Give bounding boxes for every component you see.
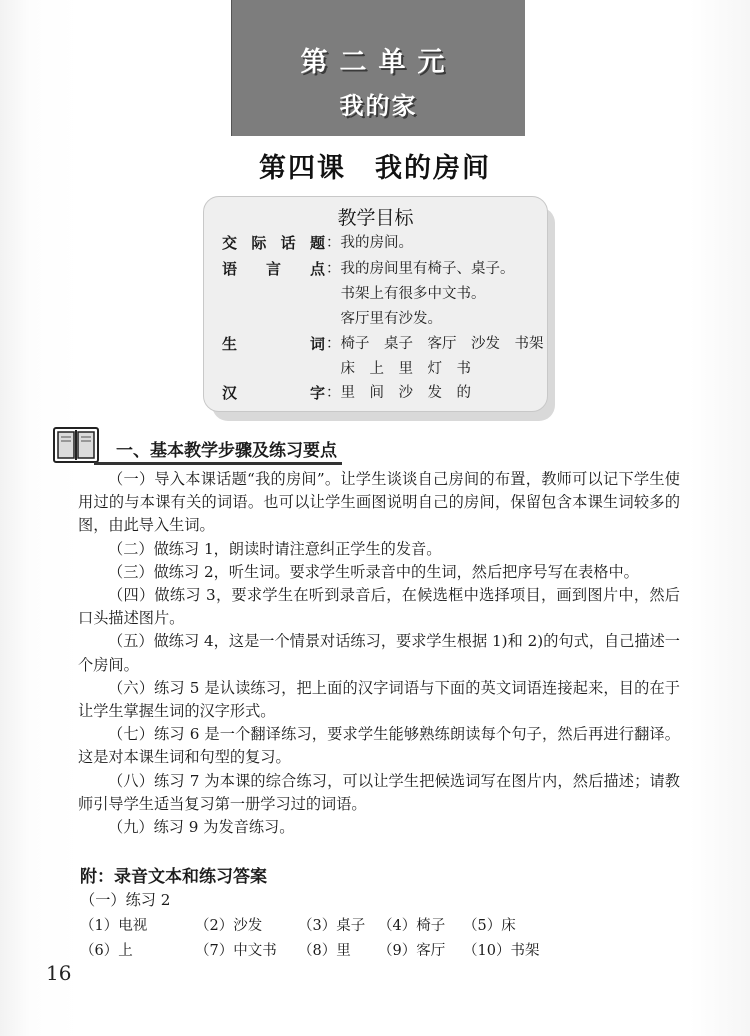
goal-label: 生词 — [222, 335, 326, 353]
section-header — [52, 424, 342, 466]
paragraph: （四）做练习 3，要求学生在听到录音后，在候选框中选择项目，画到图片中，然后口头描述图片。 — [78, 586, 680, 628]
answer-item: （1）电视 — [80, 918, 148, 934]
paragraph: （六）练习 5 是认读练习，把上面的汉字词语与下面的英文词语连接起来，目的在于让学生掌握生词的汉字形式。 — [78, 678, 680, 721]
goal-value: ：我的房间。 — [326, 235, 413, 251]
goal-value: 书架上有很多中文书。 — [340, 286, 486, 302]
paragraph: （二）做练习 1，朗读时请注意纠正学生的发音。 — [108, 539, 442, 558]
exercise-heading: （一）练习 2 — [80, 891, 171, 909]
goal-label: 汉字 — [222, 384, 326, 402]
body-text — [78, 468, 680, 839]
paragraph: （五）做练习 4，这是一个情景对话练习，要求学生根据 1)和 2)的句式，自己描述一个房间。 — [78, 632, 680, 674]
section-title: 一、基本教学步骤及练习要点 — [116, 441, 337, 461]
goals-heading: 教学目标 — [337, 207, 414, 229]
answer-item: （7）中文书 — [195, 943, 277, 959]
goal-value: ：椅子 桌子 客厅 沙发 书架 — [326, 336, 544, 352]
goal-label: 交际话题 — [222, 234, 326, 252]
paragraph: （三）做练习 2，听生词。要求学生听录音中的生词，然后把序号写在表格中。 — [108, 562, 639, 581]
paragraph: （八）练习 7 为本课的综合练习，可以让学生把候选词写在图片内，然后描述；请教师引导学生适当复习第一册学习过的词语。 — [78, 771, 680, 813]
page-number: 16 — [46, 961, 72, 985]
book-icon — [52, 424, 100, 466]
goal-label: 语言点 — [222, 260, 326, 278]
unit-subtitle: 我的家 — [339, 92, 418, 120]
answer-item: （10）书架 — [463, 943, 540, 959]
answer-item: （3）桌子 — [298, 918, 366, 934]
answer-item: （6）上 — [80, 943, 133, 959]
answer-item: （9）客厅 — [378, 943, 446, 959]
answer-item: （8）里 — [298, 943, 351, 959]
goal-value: 客厅里有沙发。 — [340, 311, 442, 327]
unit-title: 第二单元 — [300, 47, 457, 78]
lesson-title: 第四课 我的房间 — [259, 153, 491, 184]
goal-value: 床 上 里 灯 书 — [340, 361, 471, 377]
goal-value: ：我的房间里有椅子、桌子。 — [326, 261, 515, 277]
paragraph: （一）导入本课话题“我的房间”。让学生谈谈自己房间的布置，教师可以记下学生使用过的与本课有关的词语。也可以让学生画图说明自己的房间，保留包含本课生词较多的图，由此导入生词。 — [78, 470, 680, 535]
goal-value: ：里 间 沙 发 的 — [326, 385, 471, 401]
unit-banner — [231, 0, 525, 136]
answer-item: （2）沙发 — [195, 918, 263, 934]
answer-item: （5）床 — [463, 918, 516, 934]
paragraph: （七）练习 6 是一个翻译练习，要求学生能够熟练朗读每个句子，然后再进行翻译。这是对本课生词和句型的复习。 — [78, 725, 680, 767]
teaching-goals-card — [203, 196, 548, 412]
appendix-title: 附：录音文本和练习答案 — [80, 867, 267, 887]
answer-item: （4）椅子 — [378, 918, 446, 934]
paragraph: （九）练习 9 为发音练习。 — [108, 818, 295, 837]
